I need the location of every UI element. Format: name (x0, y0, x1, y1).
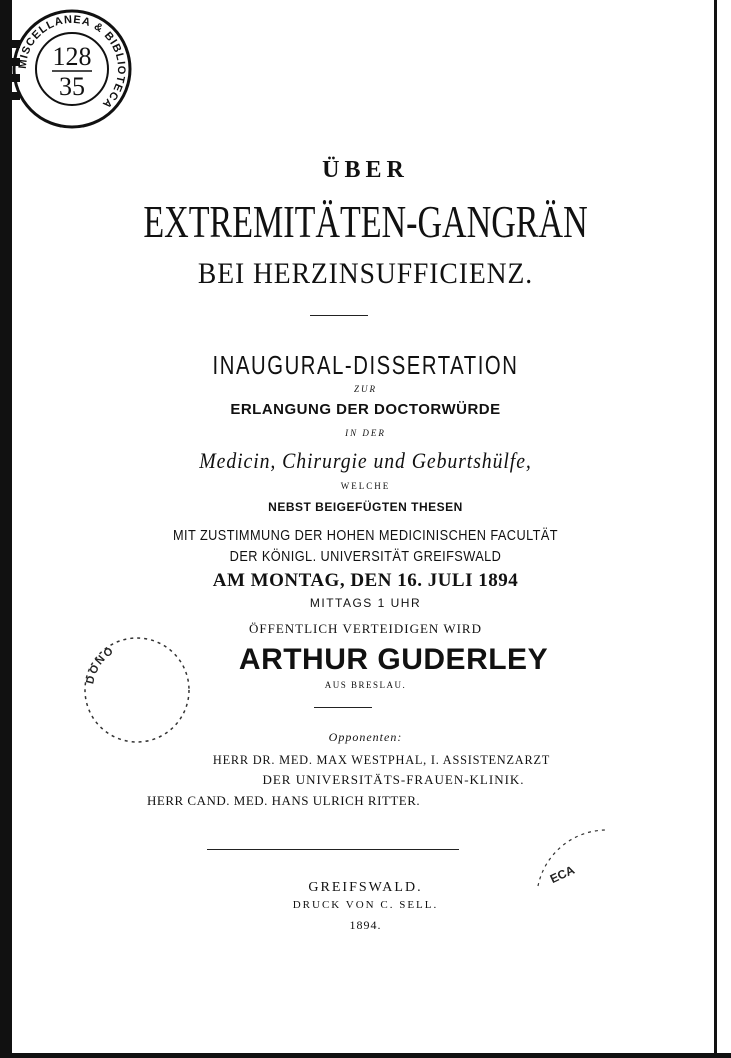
scan-border-bottom (0, 1053, 731, 1058)
author-name: ARTHUR GUDERLEY (238, 643, 549, 676)
stamp-ring-text: MISCELLANEA & BIBLIOTECA (16, 13, 128, 111)
imprint-printer: DRUCK VON C. SELL. (292, 899, 439, 911)
opponent-1-line-1: HERR DR. MED. MAX WESTPHAL, I. ASSISTENZARZT (212, 752, 551, 767)
welche-text: WELCHE (340, 481, 391, 491)
opponents-heading: Opponenten: (328, 730, 403, 744)
dissertation-heading: INAUGURAL-DISSERTATION (212, 350, 519, 380)
university-text: DER KÖNIGL. UNIVERSITÄT GREIFSWALD (229, 548, 502, 565)
divider (310, 315, 368, 316)
library-stamp (10, 7, 134, 131)
subtitle: BEI HERZINSUFFICIENZ. (197, 257, 534, 290)
defense-text: ÖFFENTLICH VERTEIDIGEN WIRD (248, 621, 482, 636)
corner-stamp-text: ECA (547, 862, 577, 887)
author-origin: AUS BRESLAU. (324, 680, 407, 690)
erlangung-text: ERLANGUNG DER DOCTORWÜRDE (230, 401, 501, 418)
faculties-text: Medicin, Chirurgie und Geburtshülfe, (199, 448, 532, 473)
zur-text: ZUR (353, 384, 377, 394)
divider (314, 707, 372, 708)
opponent-2: HERR CAND. MED. HANS ULRICH RITTER. (147, 793, 421, 808)
imprint-place: GREIFSWALD. (308, 880, 423, 895)
zustimmung-text: MIT ZUSTIMMUNG DER HOHEN MEDICINISCHEN FACULTÄT (172, 527, 559, 544)
main-title: EXTREMITÄTEN-GANGRÄN (143, 196, 588, 247)
thesen-text: NEBST BEIGEFÜGTEN THESEN (268, 500, 463, 514)
imprint-year: 1894. (349, 918, 382, 932)
stamp-number-bottom: 35 (59, 72, 85, 101)
date-text: AM MONTAG, DEN 16. JULI 1894 (212, 570, 519, 591)
in-der-text: IN DER (345, 428, 386, 438)
divider (207, 849, 459, 850)
title-preposition: ÜBER (322, 157, 409, 183)
opponent-1-line-2: DER UNIVERSITÄTS-FRAUEN-KLINIK. (262, 772, 525, 787)
time-text: MITTAGS 1 UHR (309, 596, 422, 610)
stamp-number-top: 128 (52, 42, 92, 71)
donation-stamp-text: DONO (84, 644, 118, 686)
